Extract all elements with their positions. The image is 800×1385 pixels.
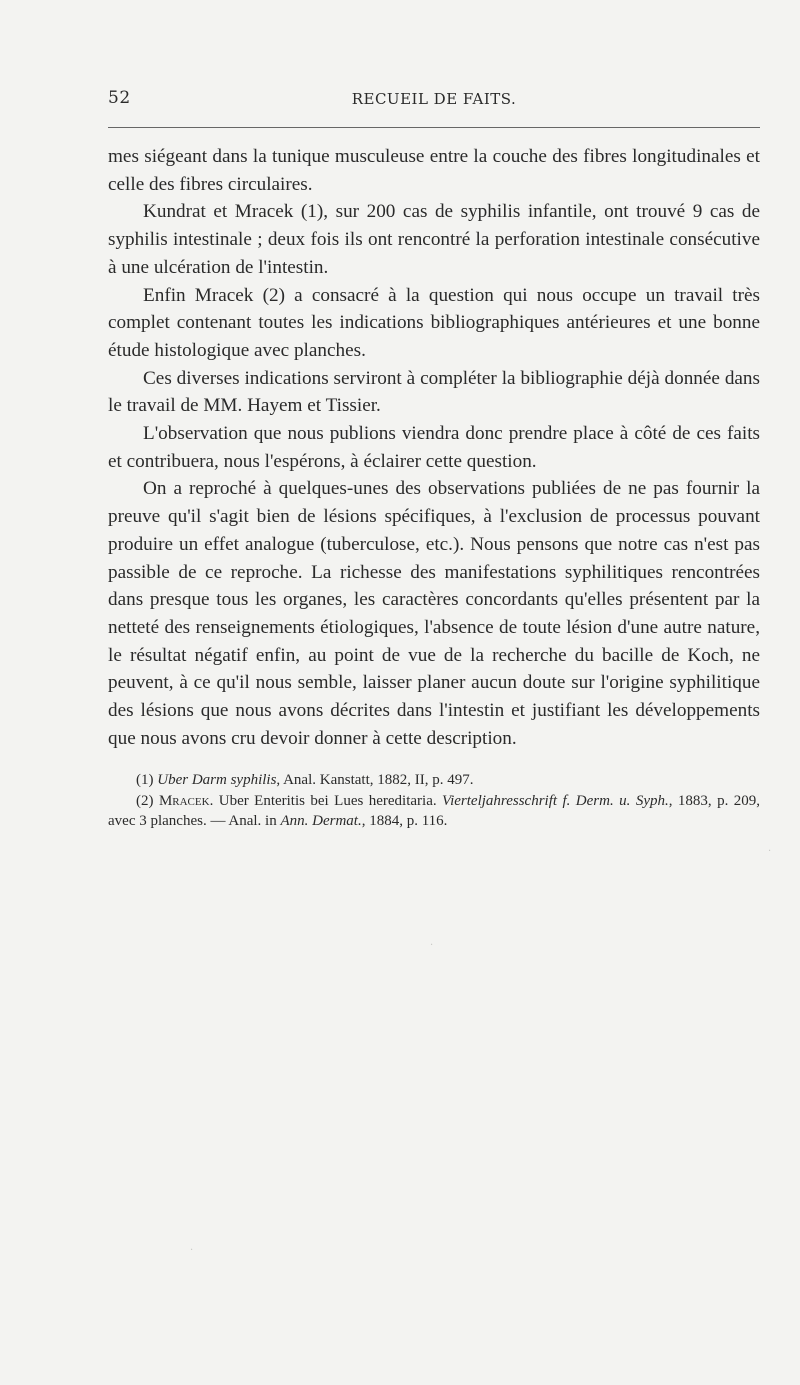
- paragraph: Enfin Mracek (2) a consacré à la question qui nous occupe un travail très complet contenant toutes les indications bibliographiques antérieures et une bonne étude histologique avec planches.: [108, 284, 760, 361]
- footnote-mark: (2): [136, 792, 154, 809]
- show-through-speck: ·: [430, 940, 434, 951]
- page-number: 52: [108, 88, 131, 108]
- page-header: [108, 88, 760, 112]
- footnote-text: , 1884, p. 116.: [361, 813, 448, 829]
- paragraph: Ces diverses indications serviront à compléter la bibliographie déjà donnée dans le travail de MM. Hayem et Tissier.: [108, 367, 760, 417]
- paragraph: mes siégeant dans la tunique musculeuse entre la couche des fibres longitudinales et celle des fibres circulaires.: [108, 146, 760, 195]
- header-rule: [108, 127, 760, 128]
- footnote-journal: Ann. Dermat.: [280, 813, 362, 829]
- footnote-journal: Vierteljahresschrift f. Derm. u. Syph.: [442, 792, 669, 809]
- footnotes: [108, 770, 760, 832]
- footnote-author: Mracek: [158, 792, 210, 809]
- running-title: RECUEIL DE FAITS.: [351, 90, 517, 108]
- footnote-text: . Uber Enteritis bei Lues hereditaria.: [209, 792, 443, 809]
- paragraph: L'observation que nous publions viendra donc prendre place à côté de ces faits et contribuera, nous l'espérons, à éclairer cette question.: [108, 423, 760, 472]
- footnote-1: [108, 770, 760, 791]
- footnote-mark: (1): [136, 772, 154, 788]
- show-through-speck: ·: [768, 846, 772, 857]
- paragraph: On a reproché à quelques-unes des observations publiées de ne pas fournir la preuve qu'il s'agit bien de lésions spécifiques, à l'exclusion de processus pouvant produire un effet analogue (tuberculose, etc.). Nous pensons que notre cas n'est pas passible de ce reproche. La richesse des manifestations syphilitiques rencontrées dans presque tous les organes, les caractères concordants qu'elles présentent par la netteté des renseignements étiologiques, l'absence de toute lésion d'une autre nature, le résultat négatif enfin, au point de vue de la recherche du bacille de Koch, ne peuvent, à ce qu'il nous semble, laisser planer aucun doute sur l'origine syphilitique des lésions que nous avons décrites dans l'intestin et justifiant les développements que nous avons cru devoir donner à cette description.: [108, 478, 760, 749]
- body-text: [108, 143, 760, 752]
- footnote-2: [108, 791, 760, 832]
- paragraph: Kundrat et Mracek (1), sur 200 cas de syphilis infantile, ont trouvé 9 cas de syphilis intestinale ; deux fois ils ont rencontré la perforation intestinale consécutive à une ulcération de l'intestin.: [108, 201, 760, 278]
- footnote-title: Uber Darm syphilis: [157, 772, 277, 788]
- footnote-text: , Anal. Kanstatt, 1882, II, p. 497.: [276, 772, 474, 788]
- footnote-text: , 1883, p. 209, avec 3 planches. — Anal. in: [108, 792, 761, 829]
- show-through-speck: ·: [190, 1245, 194, 1256]
